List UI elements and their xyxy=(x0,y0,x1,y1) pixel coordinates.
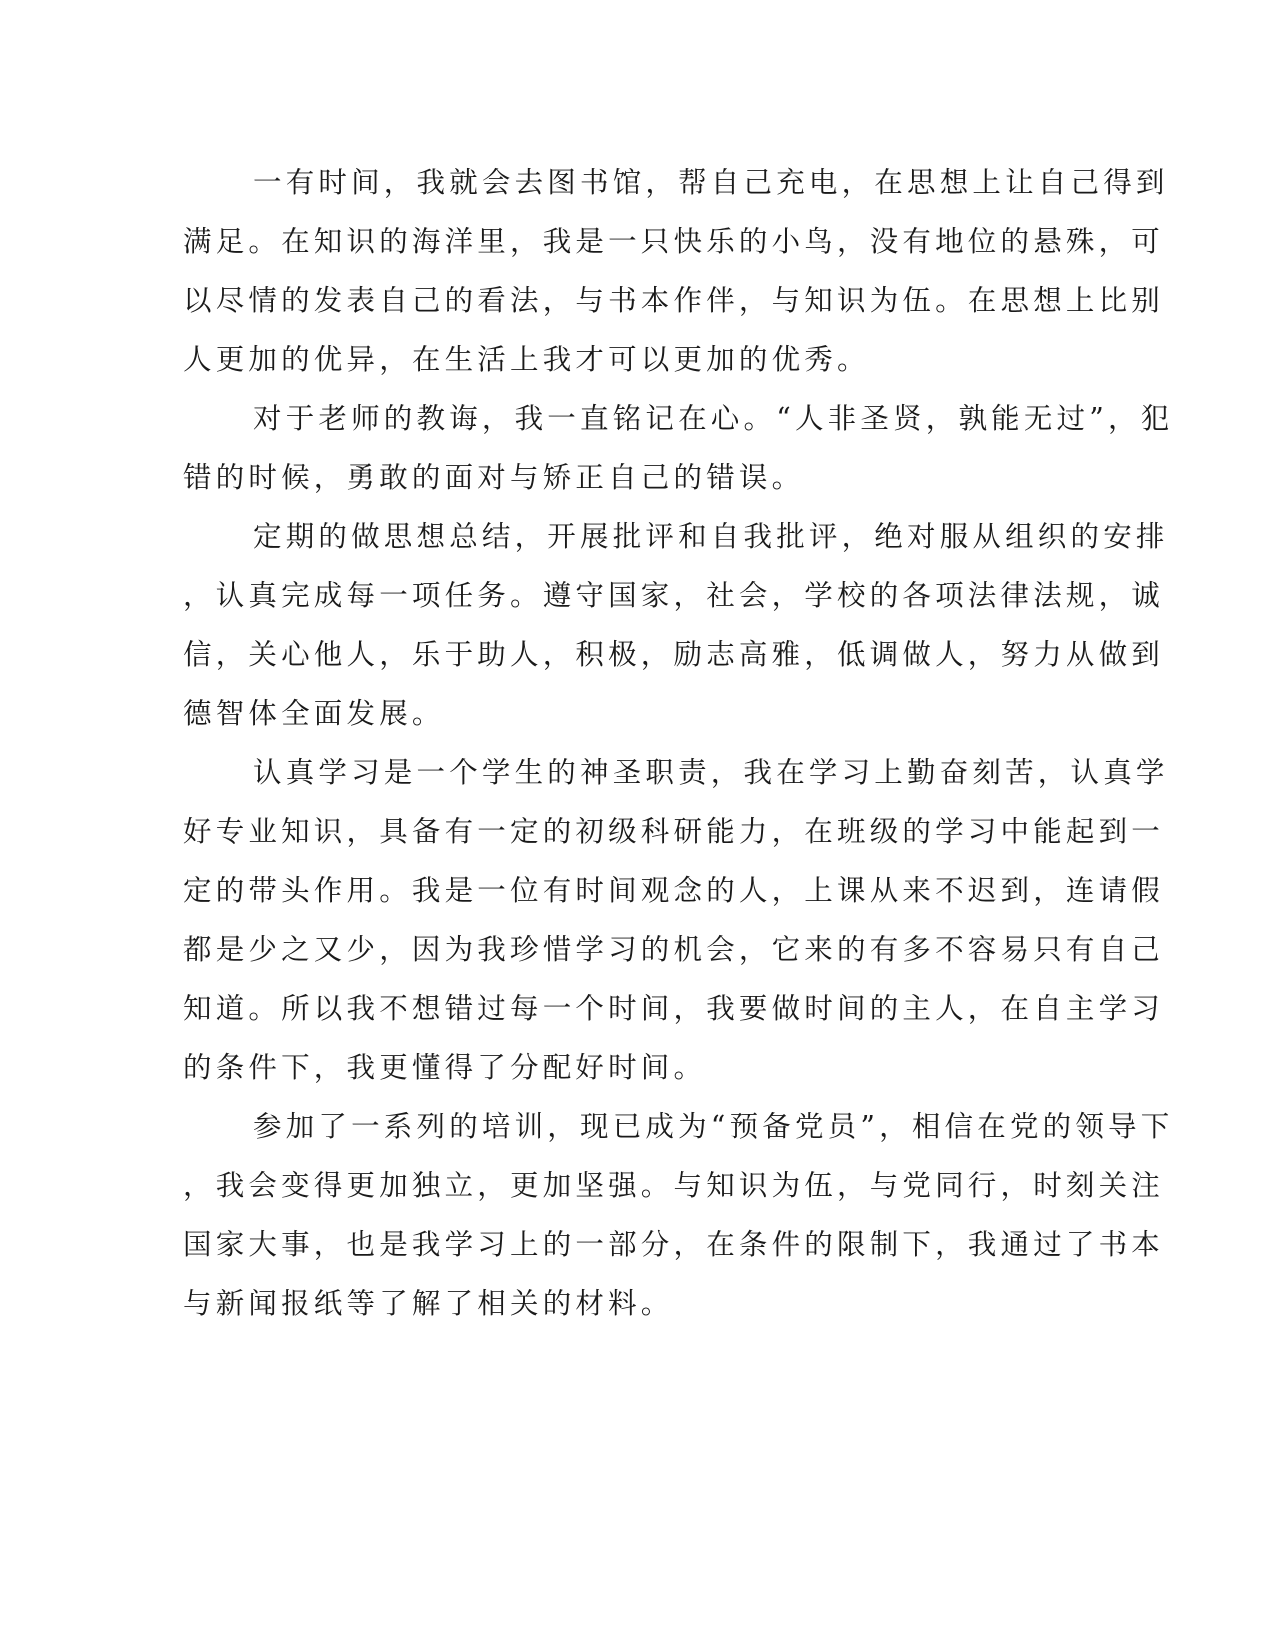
text-line: 满足。在知识的海洋里，我是一只快乐的小鸟，没有地位的悬殊，可 xyxy=(183,225,1165,258)
text-line: 人更加的优异，在生活上我才可以更加的优秀。 xyxy=(183,343,870,376)
text-line: 好专业知识，具备有一定的初级科研能力，在班级的学习中能起到一 xyxy=(183,815,1165,848)
text-line: 与新闻报纸等了解了相关的材料。 xyxy=(183,1287,674,1320)
text-line: 错的时候，勇敢的面对与矫正自己的错误。 xyxy=(183,461,805,494)
document-body xyxy=(183,0,1174,1333)
text-line: 知道。所以我不想错过每一个时间，我要做时间的主人，在自主学习 xyxy=(183,992,1165,1025)
text-line: 德智体全面发展。 xyxy=(183,697,445,730)
text-line: 以尽情的发表自己的看法，与书本作伴，与知识为伍。在思想上比别 xyxy=(183,284,1165,317)
text-line: 定期的做思想总结，开展批评和自我批评，绝对服从组织的安排 xyxy=(253,520,1169,553)
paragraph-teacher xyxy=(183,389,1174,507)
paragraph-training xyxy=(183,1097,1174,1333)
text-line: 国家大事，也是我学习上的一部分，在条件的限制下，我通过了书本 xyxy=(183,1228,1165,1261)
text-line: 信，关心他人，乐于助人，积极，励志高雅，低调做人，努力从做到 xyxy=(183,638,1165,671)
text-line: 一有时间，我就会去图书馆，帮自己充电，在思想上让自己得到 xyxy=(253,166,1169,199)
text-line: 参加了一系列的培训，现已成为“预备党员”，相信在党的领导下 xyxy=(253,1110,1174,1143)
text-line: 定的带头作用。我是一位有时间观念的人，上课从来不迟到，连请假 xyxy=(183,874,1165,907)
paragraph-study xyxy=(183,743,1169,1097)
paragraph-library xyxy=(183,153,1169,389)
paragraph-summary xyxy=(183,507,1169,743)
text-line: 的条件下，我更懂得了分配好时间。 xyxy=(183,1051,707,1084)
text-line: ，认真完成每一项任务。遵守国家，社会，学校的各项法律法规，诚 xyxy=(183,579,1165,612)
text-line: ，我会变得更加独立，更加坚强。与知识为伍，与党同行，时刻关注 xyxy=(183,1169,1165,1202)
text-line: 都是少之又少，因为我珍惜学习的机会，它来的有多不容易只有自己 xyxy=(183,933,1165,966)
text-line: 对于老师的教诲，我一直铭记在心。“人非圣贤，孰能无过”，犯 xyxy=(253,402,1174,435)
text-line: 认真学习是一个学生的神圣职责，我在学习上勤奋刻苦，认真学 xyxy=(253,756,1169,789)
